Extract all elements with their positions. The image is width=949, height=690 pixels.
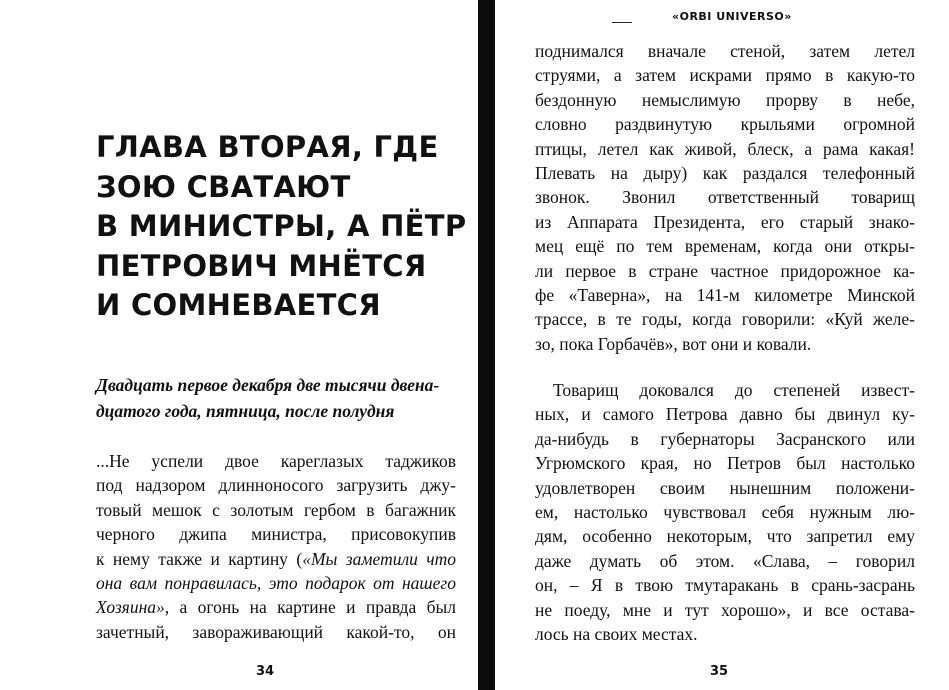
text-line: из Аппарата Президента, его старый знако- xyxy=(535,211,915,232)
text-line xyxy=(96,595,456,619)
text-line: поднимался вначале стеной, затем летел xyxy=(535,41,915,61)
text-line xyxy=(96,571,456,595)
right-paragraph-2 xyxy=(535,378,915,646)
text-line: Товарищ доковался до степеней извест- xyxy=(553,380,915,400)
text-line: словно раздвинутую крыльями огромной xyxy=(535,114,915,135)
text-line: дям, особенно некоторым, что запретил ему xyxy=(535,526,915,547)
chapter-title-line: И СОМНЕВАЕТСЯ xyxy=(96,288,381,322)
text-line: мец ещё по тем временам, когда они откры- xyxy=(535,236,915,257)
text-line: товый мешок с золотым гербом в багажник xyxy=(96,499,456,520)
text-line: звонок. Звонил ответственный товарищ xyxy=(535,187,915,208)
text-line: лось на своих местах. xyxy=(535,623,698,644)
text-line: ем, настолько чувствовал себя нужным лю- xyxy=(535,501,915,522)
text-line: да-нибудь в губернаторы Засранского или xyxy=(535,428,915,449)
running-header: «ORBI UNIVERSO» xyxy=(672,10,792,23)
right-paragraph-1 xyxy=(535,39,915,356)
text-line: птицы, летел как живой, блеск, а рама какая! xyxy=(535,138,915,159)
text-line: под надзором длинноносого загрузить джу- xyxy=(96,475,456,496)
dateline-line: Двадцать первое декабря две тысячи двена- xyxy=(96,375,440,395)
text-line: Плевать на дыру) как раздался телефонный xyxy=(535,162,915,183)
text-line: фе «Таверна», на 141-м километре Минской xyxy=(535,284,915,305)
text-line: черного джипа министра, присовокупив xyxy=(96,524,456,545)
text-line: трассе, в те годы, когда говорили: «Куй желе- xyxy=(535,309,915,330)
chapter-title-line: В МИНИСТРЫ, А ПЁТР xyxy=(96,209,467,243)
italic-quote: она вам понравилась, это подарок от нашего xyxy=(96,572,456,593)
text-line: бездонную немыслимую прорву в небе, xyxy=(535,89,915,110)
chapter-title xyxy=(96,128,467,326)
text-line: ...Не успели двое кареглазых таджиков xyxy=(96,451,456,471)
dateline-line: дцатого года, пятница, после полудня xyxy=(96,401,395,421)
italic-quote: «Мы заметили что xyxy=(302,548,457,569)
italic-quote: Хозяина» xyxy=(96,597,165,618)
page-number-left: 34 xyxy=(256,664,275,679)
chapter-title-line: ЗОЮ СВАТАЮТ xyxy=(96,169,351,204)
chapter-title-line: ПЕТРОВИЧ МНЁТСЯ xyxy=(96,248,427,283)
text-segment: , а огонь на картине и правда был xyxy=(164,597,456,618)
page-number-right: 35 xyxy=(710,664,729,679)
chapter-dateline xyxy=(96,372,456,424)
header-rule xyxy=(612,22,632,23)
text-line: зо, пока Горбачёв», вот они и ковали. xyxy=(535,333,812,354)
text-line: зачетный, завораживающий какой-то, он xyxy=(96,621,456,642)
text-line xyxy=(96,547,456,571)
text-line: даже думать об этом. «Слава, – говорил xyxy=(535,550,915,571)
text-line: удовлетворен своим нынешним положени- xyxy=(535,477,915,498)
left-body-text xyxy=(96,449,456,644)
text-line: он, – Я в твою тмутаракань в срань-засрань xyxy=(535,575,915,596)
text-line: не поеду, мне и тут хорошо», и все остава- xyxy=(535,599,915,620)
text-line: Угрюмского края, но Петров был настолько xyxy=(535,453,915,474)
text-line: струями, а затем искрами прямо в какую-то xyxy=(535,65,915,86)
chapter-title-line: ГЛАВА ВТОРАЯ, ГДЕ xyxy=(96,130,439,164)
text-segment: к нему также и картину ( xyxy=(96,548,303,569)
text-line: ных, и самого Петрова давно бы двинул ку- xyxy=(535,404,915,425)
book-gutter xyxy=(478,0,495,690)
text-line: ли первое в стране частное придорожное ка- xyxy=(535,260,915,281)
